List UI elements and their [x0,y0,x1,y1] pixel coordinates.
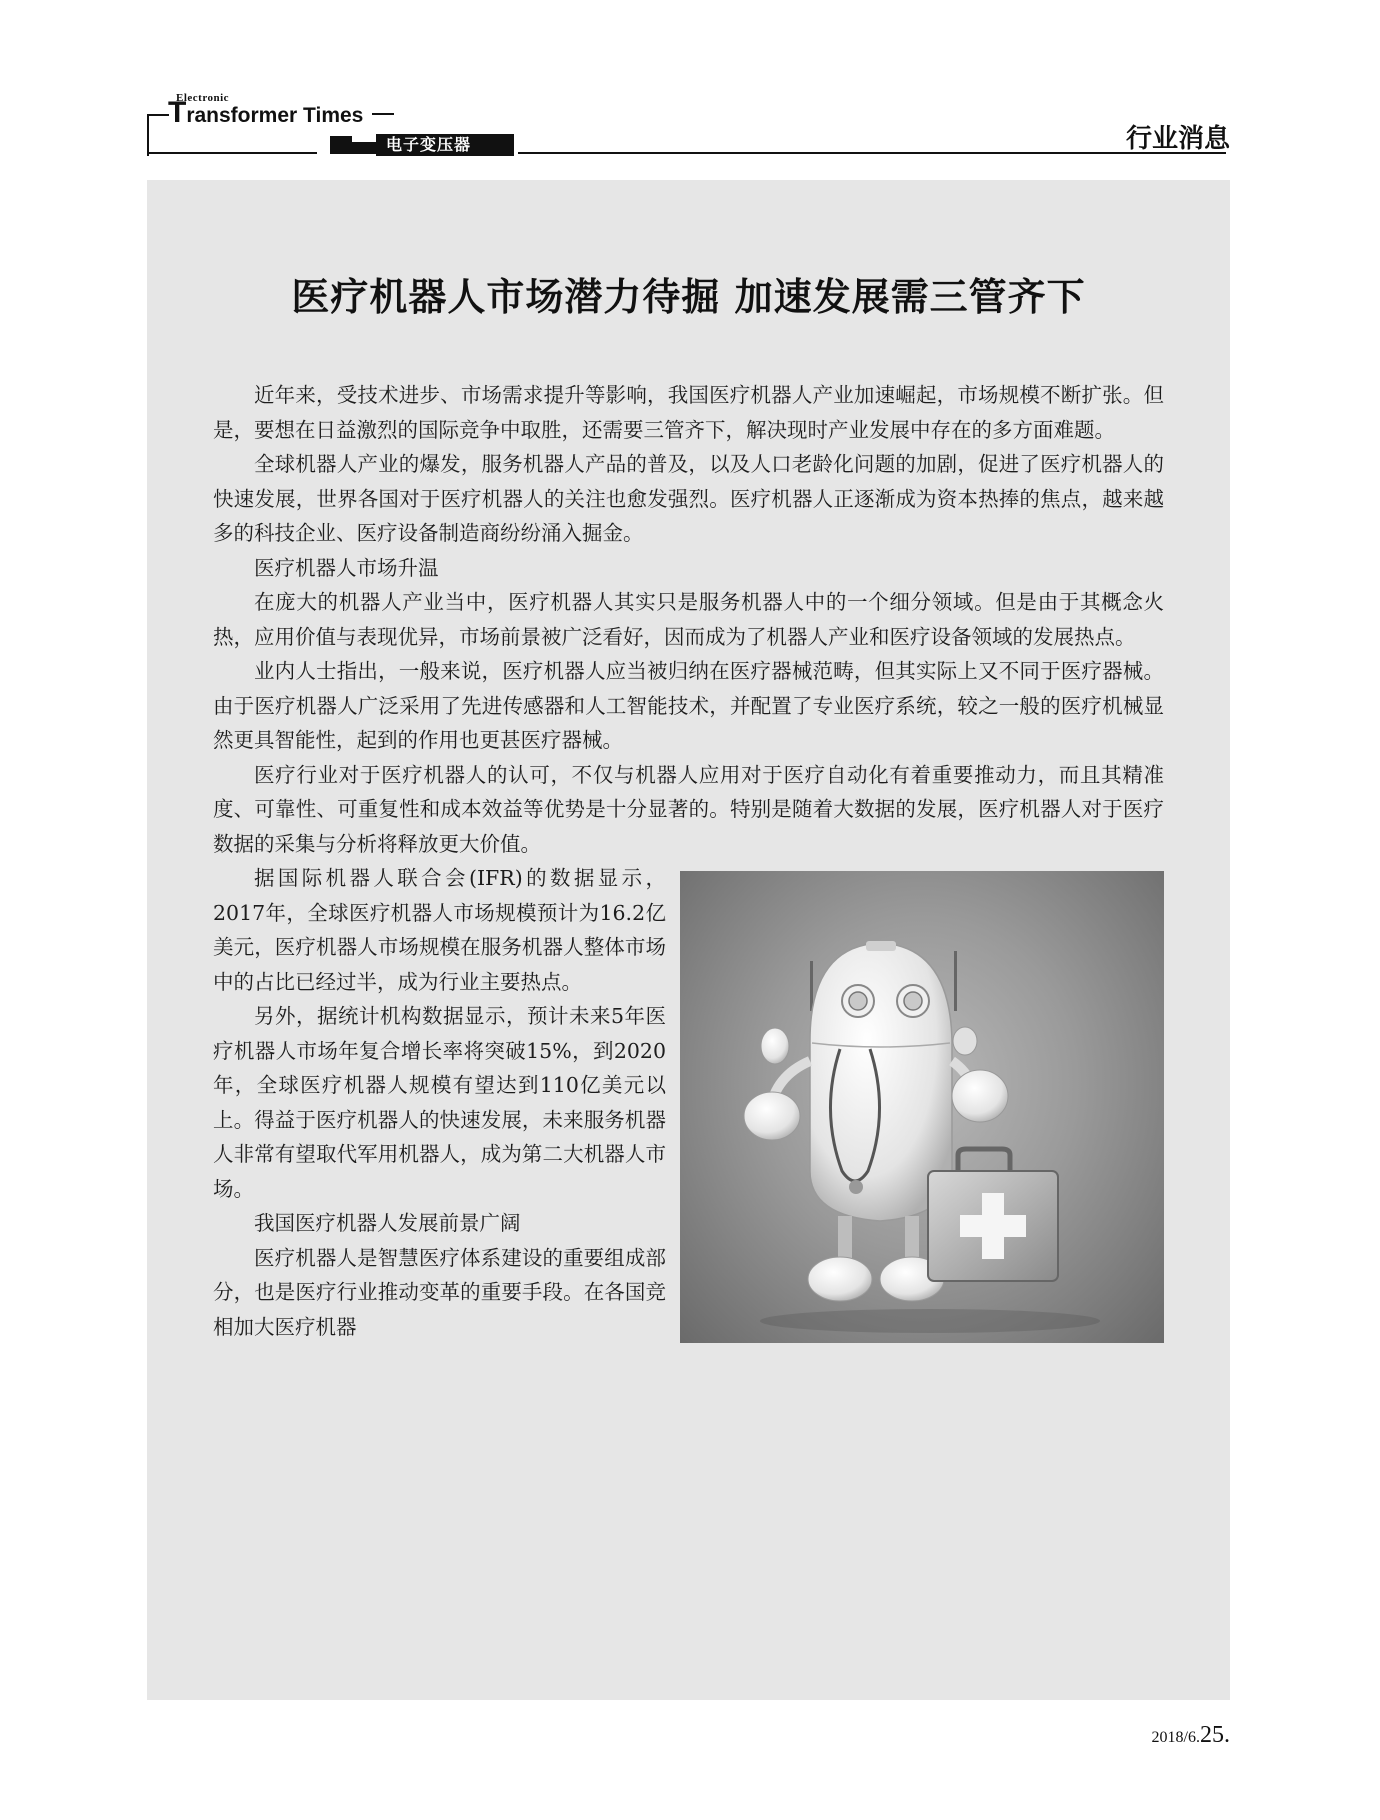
page-num: 25. [1200,1722,1230,1748]
robot-drawing [680,871,1164,1343]
header-rule-right [518,152,1226,154]
logo-name: ransformer Times [186,104,364,127]
robot-illustration [680,871,1164,1343]
paragraph: 业内人士指出，一般来说，医疗机器人应当被归纳在医疗器械范畴，但其实际上又不同于医疗器械。由于医疗机器人广泛采用了先进传感器和人工智能技术，并配置了专业医疗系统，较之一般的医疗机械显然更具智能性，起到的作用也更甚医疗器械。 [213,659,1164,752]
article-title: 医疗机器人市场潜力待掘 加速发展需三管齐下 [291,274,1086,319]
header-rule-short [372,113,394,115]
logo-electronic-text: Electronic [176,92,230,104]
paragraph: 另外，据统计机构数据显示，预计未来5年医疗机器人市场年复合增长率将突破15%，到2020年，全球医疗机器人规模有望达到110亿美元以上。得益于医疗机器人的快速发展，未来服务机器人非常有望取代军用机器人，成为第二大机器人市场。 [213,1004,666,1201]
paragraph: 全球机器人产业的爆发，服务机器人产品的普及，以及人口老龄化问题的加剧，促进了医疗机器人的快速发展，世界各国对于医疗机器人的关注也愈发强烈。医疗机器人正逐渐成为资本热捧的焦点，越来越多的科技企业、医疗设备制造商纷纷涌入掘金。 [213,452,1164,545]
paragraph: 在庞大的机器人产业当中，医疗机器人其实只是服务机器人中的一个细分领域。但是由于其概念火热，应用价值与表现优异，市场前景被广泛看好，因而成为了机器人产业和医疗设备领域的发展热点。 [213,590,1164,649]
subheading: 我国医疗机器人发展前景广阔 [254,1211,521,1235]
section-title: 行业消息 [1125,124,1230,154]
paragraph: 据国际机器人联合会(IFR)的数据显示，2017年，全球医疗机器人市场规模预计为16.2亿美元，医疗机器人市场规模在服务机器人整体市场中的占比已经过半，成为行业主要热点。 [213,866,666,994]
subheading: 医疗机器人市场升温 [254,555,439,580]
paragraph: 近年来，受技术进步、市场需求提升等影响，我国医疗机器人产业加速崛起，市场规模不断扩张。但是，要想在日益激烈的国际竞争中取胜，还需要三管齐下，解决现时产业发展中存在的多方面难题。 [213,383,1164,442]
article-panel [147,180,1230,1700]
article-body [213,378,1164,1349]
paragraph: 医疗机器人是智慧医疗体系建设的重要组成部分，也是医疗行业推动变革的重要手段。在各国竞相加大医疗机器 [213,1245,666,1339]
logo-initial: T [168,96,187,129]
issue-date: 2018/6. [1151,1729,1200,1746]
paragraph: 医疗行业对于医疗机器人的认可，不仅与机器人应用对于医疗自动化有着重要推动力，而且其精准度、可靠性、可重复性和成本效益等优势是十分显著的。特别是随着大数据的发展，医疗机器人对于医疗数据的采集与分析将释放更大价值。 [213,762,1164,856]
page-number [1152,1722,1230,1749]
magazine-logo [168,96,363,130]
header-rule-left [147,152,317,154]
magazine-cn-name: 电子变压器 [376,134,514,156]
header-decor-block [346,142,376,154]
header-frame-left [147,114,169,156]
